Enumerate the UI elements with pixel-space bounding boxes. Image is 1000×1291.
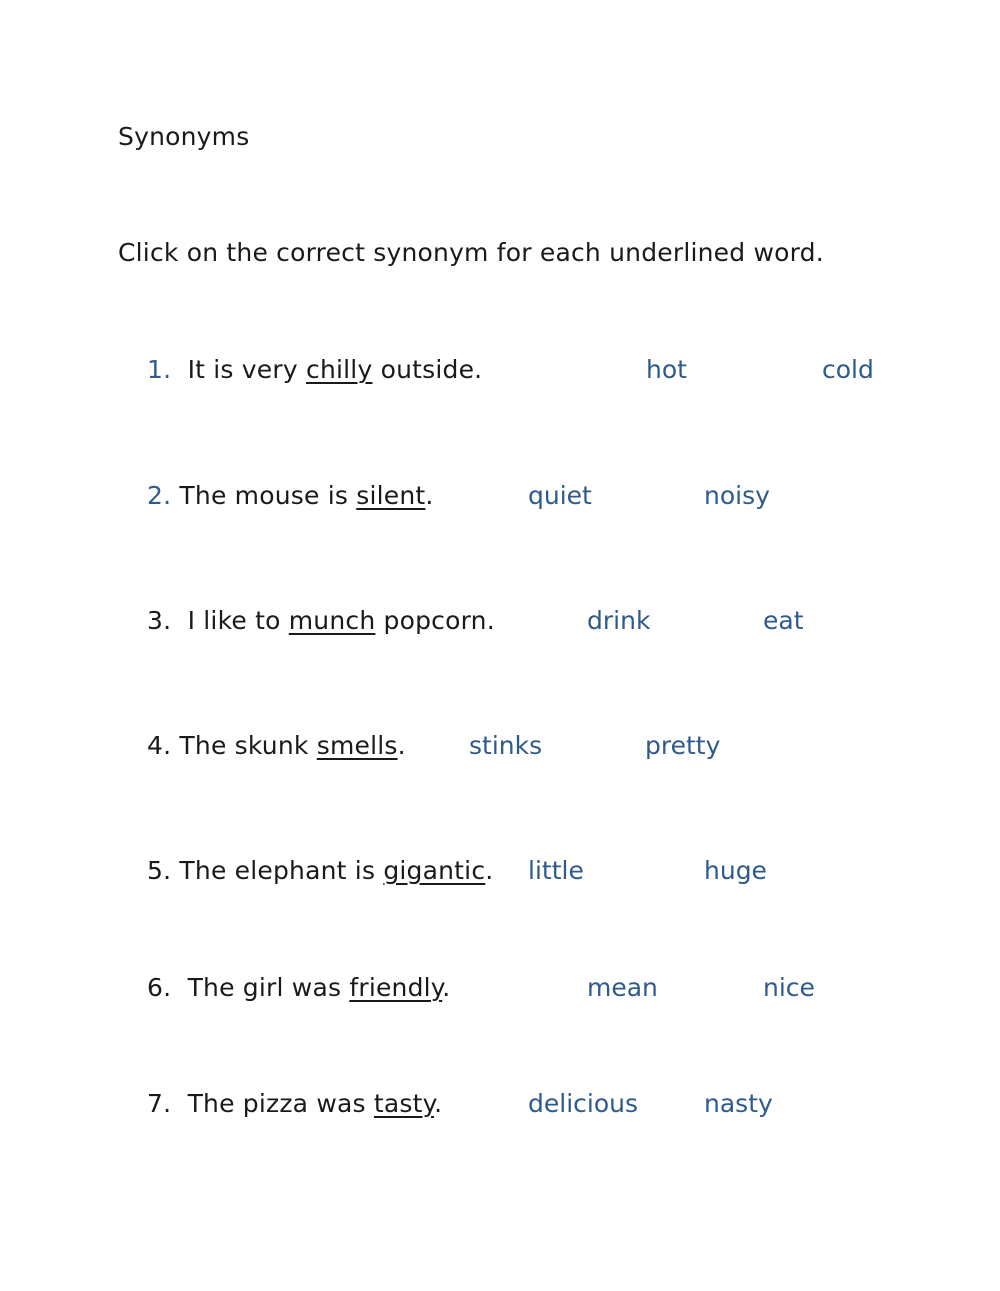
question-number: 3. bbox=[147, 606, 172, 635]
question-number: 2. bbox=[147, 481, 172, 510]
sentence-after: . bbox=[442, 973, 451, 1002]
sentence-before: I like to bbox=[187, 606, 281, 635]
worksheet-title: Synonyms bbox=[118, 122, 250, 151]
underlined-word: friendly bbox=[349, 973, 443, 1002]
option-cold[interactable]: cold bbox=[822, 355, 874, 384]
sentence-before: The skunk bbox=[179, 731, 309, 760]
question-number: 6. bbox=[147, 973, 172, 1002]
sentence-before: The girl was bbox=[187, 973, 342, 1002]
option-nice[interactable]: nice bbox=[763, 973, 815, 1002]
sentence-after: popcorn. bbox=[383, 606, 495, 635]
underlined-word: chilly bbox=[306, 355, 373, 384]
question-1 bbox=[147, 355, 482, 385]
option-little[interactable]: little bbox=[528, 856, 584, 885]
question-3 bbox=[147, 606, 495, 636]
sentence-before: The mouse is bbox=[179, 481, 349, 510]
option-pretty[interactable]: pretty bbox=[645, 731, 721, 760]
sentence-after: . bbox=[397, 731, 406, 760]
underlined-word: silent bbox=[356, 481, 426, 510]
option-hot[interactable]: hot bbox=[646, 355, 687, 384]
question-7 bbox=[147, 1089, 442, 1119]
question-2 bbox=[147, 481, 434, 511]
question-5 bbox=[147, 856, 493, 886]
question-6 bbox=[147, 973, 450, 1003]
sentence-before: It is very bbox=[187, 355, 298, 384]
option-noisy[interactable]: noisy bbox=[704, 481, 770, 510]
option-nasty[interactable]: nasty bbox=[704, 1089, 773, 1118]
underlined-word: tasty bbox=[373, 1089, 435, 1118]
question-number: 5. bbox=[147, 856, 172, 885]
sentence-after: outside. bbox=[380, 355, 483, 384]
instructions: Click on the correct synonym for each underlined word. bbox=[118, 238, 824, 267]
underlined-word: smells bbox=[316, 731, 398, 760]
option-drink[interactable]: drink bbox=[587, 606, 651, 635]
option-mean[interactable]: mean bbox=[587, 973, 658, 1002]
option-quiet[interactable]: quiet bbox=[528, 481, 592, 510]
option-stinks[interactable]: stinks bbox=[469, 731, 543, 760]
option-eat[interactable]: eat bbox=[763, 606, 804, 635]
sentence-before: The elephant is bbox=[179, 856, 376, 885]
sentence-after: . bbox=[485, 856, 494, 885]
underlined-word: munch bbox=[288, 606, 376, 635]
sentence-after: . bbox=[425, 481, 434, 510]
sentence-before: The pizza was bbox=[187, 1089, 366, 1118]
question-number: 4. bbox=[147, 731, 172, 760]
sentence-after: . bbox=[434, 1089, 443, 1118]
option-delicious[interactable]: delicious bbox=[528, 1089, 638, 1118]
option-huge[interactable]: huge bbox=[704, 856, 767, 885]
question-number: 1. bbox=[147, 355, 172, 384]
question-4 bbox=[147, 731, 406, 761]
underlined-word: gigantic bbox=[383, 856, 486, 885]
question-number: 7. bbox=[147, 1089, 172, 1118]
